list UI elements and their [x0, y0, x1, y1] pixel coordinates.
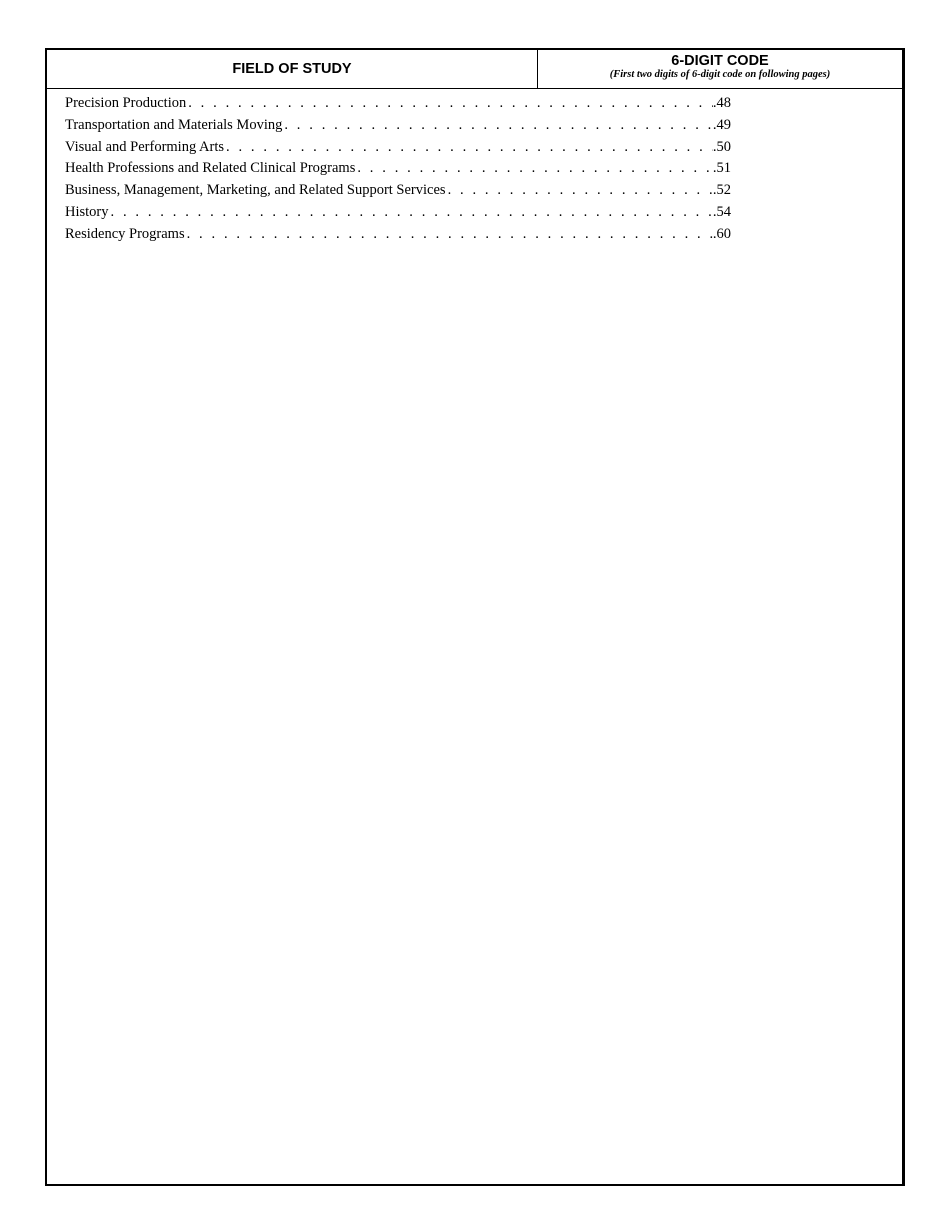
table-header: [47, 50, 902, 89]
list-item: [65, 224, 731, 246]
dot-leader: [357, 158, 713, 180]
list-item: [65, 158, 731, 180]
field-of-study-header: FIELD OF STUDY: [47, 50, 538, 88]
dot-leader: [188, 93, 713, 115]
list-item-code: . 48: [713, 93, 731, 115]
list-item-label: Residency Programs: [65, 225, 185, 242]
list-item-label: Visual and Performing Arts: [65, 138, 225, 155]
list-item: [65, 137, 731, 159]
page-frame: [45, 48, 905, 1186]
list-item-label: Business, Management, Marketing, and Related Support Services: [65, 182, 446, 199]
code-subtitle: (First two digits of 6-digit code on following pages): [609, 69, 831, 80]
dot-leader: [187, 224, 713, 246]
dot-leader: [226, 137, 713, 159]
list-item-code: . 54: [713, 202, 731, 224]
list-item-label: Health Professions and Related Clinical Programs: [65, 160, 356, 177]
list-item-code: . 49: [713, 115, 731, 137]
list-item: [65, 115, 731, 137]
dot-leader: [448, 180, 713, 202]
dot-leader: [284, 115, 713, 137]
list-item-code: . 52: [713, 180, 731, 202]
field-of-study-list: [65, 93, 731, 246]
list-item-label: History: [65, 203, 109, 220]
list-item-code: . 51: [713, 158, 731, 180]
list-item-label: Transportation and Materials Moving: [65, 116, 283, 133]
list-item: [65, 202, 731, 224]
list-item-code: . 50: [713, 137, 731, 159]
six-digit-code-header: [538, 50, 902, 88]
dot-leader: [111, 202, 713, 224]
list-item-code: . 60: [713, 224, 731, 246]
list-item: [65, 180, 731, 202]
list-item-label: Precision Production: [65, 95, 187, 111]
code-title: 6-DIGIT CODE: [671, 53, 769, 69]
list-item: [65, 93, 731, 115]
